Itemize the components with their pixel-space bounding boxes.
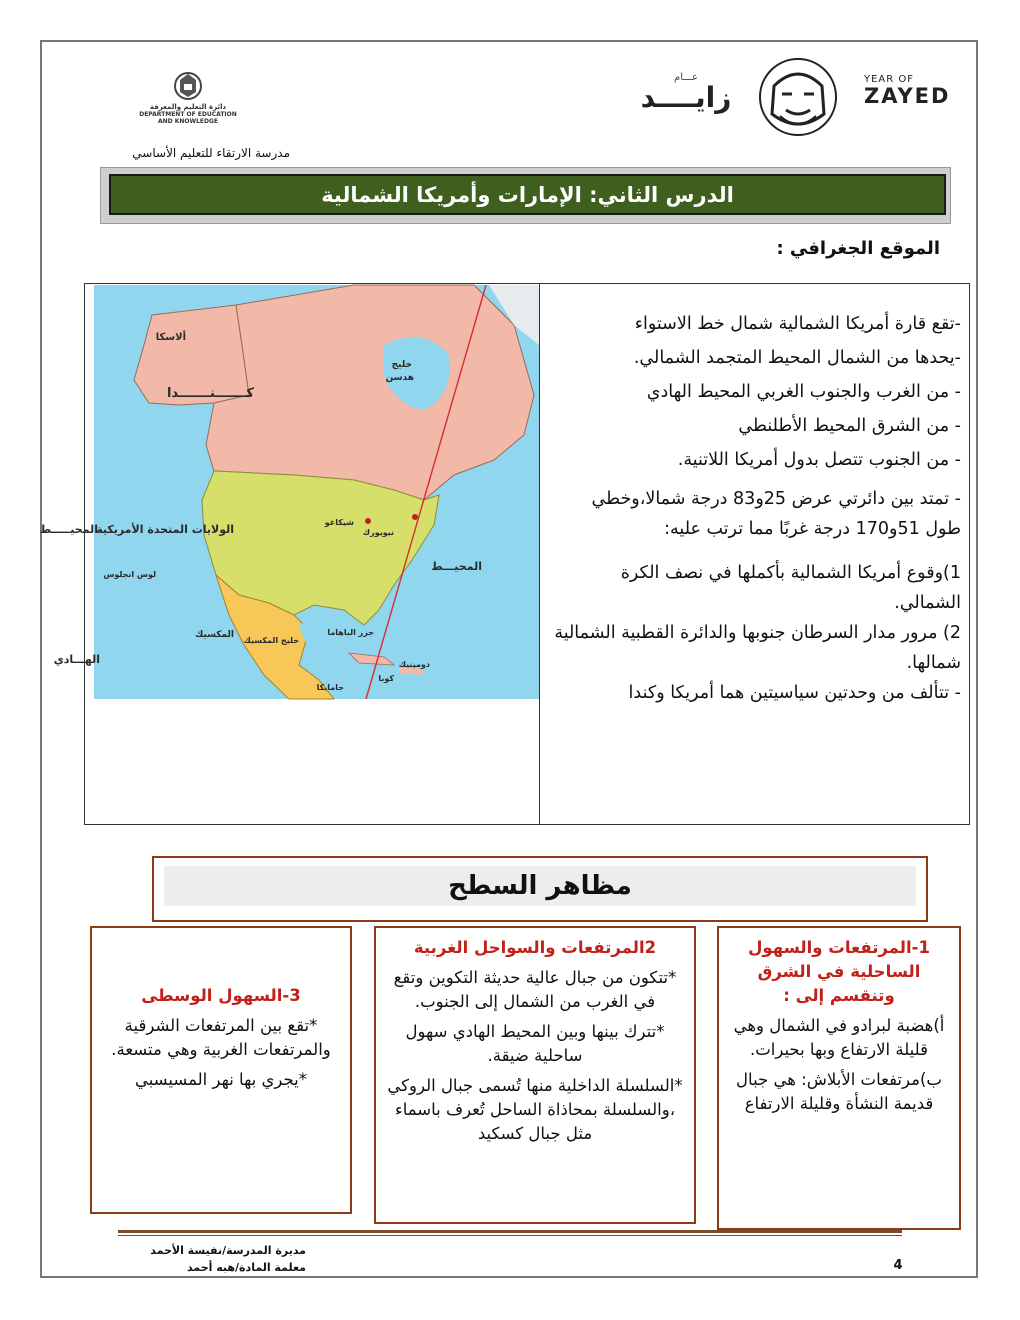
north-america-map [39, 285, 539, 699]
sheikh-zayed-portrait-icon [752, 56, 844, 138]
department-english-2: AND KNOWLEDGE [157, 118, 219, 125]
map-label-pacific-1: المحيـــــط [39, 523, 98, 536]
col3-point-2: *يجري بها نهر المسيسبي [134, 1070, 308, 1089]
teacher-name: معلمة المادة/هبه أحمد [187, 1261, 306, 1274]
aam-label: عـــام [674, 72, 698, 83]
footer-rule-thin [118, 1235, 902, 1236]
col1-point-1: أ)هضبة لبرادو في الشمال وهي قليلة الارتفاع وبها بحيرات. [733, 1016, 945, 1059]
map-label-newyork: نيويورك [362, 528, 394, 537]
department-text [108, 104, 268, 125]
col2-title: 2المرتفعات والسواحل الغربية [413, 938, 657, 957]
col3-title: 3-السهول الوسطى [141, 986, 301, 1005]
geo-point-7: 1)وقوع أمريكا الشمالية بأكملها في نصف الكرة الشمالي. [620, 563, 961, 613]
year-of-zayed-arabic [636, 72, 736, 113]
geo-points [553, 314, 961, 708]
year-of-zayed-english [864, 74, 964, 107]
page-number: 4 [893, 1258, 903, 1273]
column-central-plains [90, 926, 352, 1214]
department-arabic: دائرة التعليم والمعرفة [149, 103, 227, 111]
geo-point-8: 2) مرور مدار السرطان جنوبها والدائرة القطبية الشمالية شمالها. [554, 623, 961, 673]
geo-point-6: - تمتد بين دائرتي عرض 25و83 درجة شمالا،وخطي طول 51و170 درجة غربًا مما ترتب عليه: [591, 489, 961, 539]
column-eastern-highlands [717, 926, 961, 1230]
map-label-chicago: شيكاغو [324, 518, 354, 527]
lesson-title: الدرس الثاني: الإمارات وأمريكا الشمالية [321, 182, 734, 207]
geo-point-4: - من الشرق المحيط الأطلنطي [738, 416, 961, 436]
geo-point-3: - من الغرب والجنوب الغربي المحيط الهادي [646, 382, 961, 402]
map-label-losangeles: لوس انجلوس [103, 570, 156, 579]
map-label-pacific-2: الهـــادي [53, 653, 100, 666]
map-label-mexico: المكسيك [195, 630, 234, 640]
footer-signatures [106, 1242, 306, 1276]
geo-location-table [39, 283, 970, 825]
col2-point-3: *السلسلة الداخلية منها تُسمى جبال الروكي ،والسلسلة بمحاذاة الساحل تُعرف باسماء مثل جبال كسكيد [387, 1076, 683, 1143]
map-label-hudson-1: خليج [391, 360, 412, 370]
department-emblem-icon [108, 66, 268, 136]
zayed-arabic-label: زايــــد [640, 81, 732, 114]
map-label-jamaica: جامايكا [316, 683, 344, 692]
chicago-dot [365, 518, 371, 524]
geo-point-1: -تقع قارة أمريكا الشمالية شمال خط الاستواء [634, 314, 961, 334]
newyork-dot [412, 514, 418, 520]
department-english-1: DEPARTMENT OF EDUCATION [139, 111, 237, 118]
geo-point-5: - من الجنوب تتصل بدول أمريكا اللاتنية. [677, 450, 961, 470]
map-label-alaska: ألاسكا [155, 332, 186, 343]
surface-features-title: مظاهر السطح [448, 871, 632, 901]
map-label-atlantic: المحيـــط [431, 560, 482, 573]
year-of-label: YEAR OF [864, 74, 915, 85]
geo-point-2: -يحدها من الشمال المحيط المتجمد الشمالي. [633, 348, 961, 368]
principal-name: مديرة المدرسة/نفيسة الأحمد [150, 1244, 306, 1257]
footer-rule [118, 1230, 902, 1233]
col2-point-1: *تتكون من جبال عالية حديثة التكوين وتقع في الغرب من الشمال إلى الجنوب. [393, 968, 677, 1011]
school-name: مدرسة الارتقاء للتعليم الأساسي [132, 146, 290, 160]
geo-location-heading: الموقع الجغرافي : [776, 238, 940, 259]
col3-point-1: *تقع بين المرتفعات الشرقية والمرتفعات الغربية وهي متسعة. [111, 1016, 331, 1059]
column-western-highlands [374, 926, 696, 1224]
map-label-hudson-2: هدسن [385, 373, 414, 383]
map-label-usa: الولايات المتحدة الأمريكية [96, 523, 234, 536]
map-label-canada: كـــــــنـــــــدا [166, 386, 254, 401]
map-label-cuba: كوبا [378, 674, 394, 683]
surface-features-box [152, 856, 928, 922]
lesson-title-banner [100, 167, 951, 224]
zayed-label: ZAYED [864, 84, 951, 108]
map-label-bahamas: جزر الباهاما [327, 628, 374, 637]
col2-point-2: *تترك بينها وبين المحيط الهادي سهول ساحلية ضيقة. [405, 1022, 665, 1065]
col1-title: 1-المرتفعات والسهول الساحلية في الشرق وتنقسم إلى : [748, 938, 930, 1005]
col1-point-2: ب)مرتفعات الأبلاش: هي جبال قديمة النشأة وقليلة الارتفاع [736, 1070, 942, 1113]
map-label-gulf: خليج المكسيك [243, 636, 299, 645]
table-divider [539, 284, 540, 824]
geo-point-9: - تتألف من وحدتين سياسيتين هما أمريكا وكندا [628, 683, 961, 703]
map-label-dominican: دومينيك [398, 660, 430, 669]
